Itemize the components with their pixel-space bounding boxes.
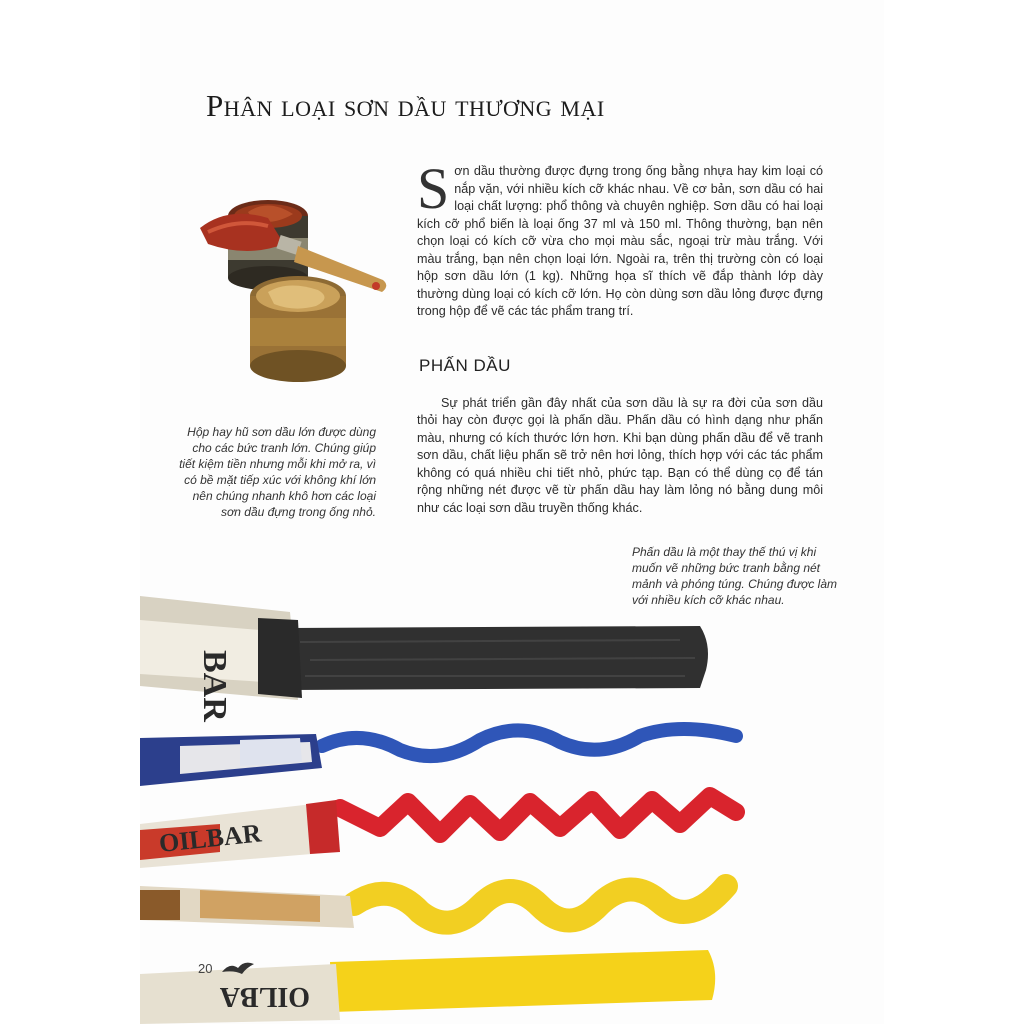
stick-label-oilba: OILBA bbox=[219, 981, 310, 1012]
blue-oil-stick bbox=[140, 729, 736, 786]
intro-paragraph bbox=[417, 156, 823, 321]
oil-stick-caption: Phấn dầu là một thay thế thú vị khi muốn vẽ những bức tranh bằng nét mảnh và phóng túng. Chúng được làm với nhiều kích cỡ khác nhau. bbox=[632, 545, 837, 607]
section-heading: PHẤN DẦU bbox=[419, 356, 511, 375]
front-jar bbox=[250, 276, 346, 382]
red-oil-stick bbox=[140, 796, 736, 868]
page-title: Phân loại sơn dầu thương mại bbox=[206, 88, 605, 123]
publisher-logo-icon bbox=[220, 958, 256, 976]
page-number: 20 bbox=[198, 961, 213, 976]
black-oil-stick bbox=[140, 596, 708, 722]
stick-label-bar: BAR bbox=[196, 650, 233, 722]
paint-jars-image bbox=[198, 188, 398, 388]
stick-label-oilbar: OILBAR bbox=[157, 818, 263, 858]
section-body: Sự phát triển gần đây nhất của sơn dầu là sự ra đời của sơn dầu thỏi hay còn được gọi là phấn dầu. Phấn dầu có hình dạng như phấn màu, nhưng có kích thước lớn hơn. Khi bạn dùng phấn dầu để vẽ tranh sơn dầu, chất liệu phấn sẽ trở nên hơi lỏng, thích hợp với các tác phẩm không có quá nhiều chi tiết nhỏ, phức tạp. Bạn có thể dùng cọ để tán rộng những nét được vẽ từ phấn dầu hay làm lỏng nó bằng dung môi như các loại sơn dầu truyền thống khác. bbox=[417, 395, 823, 515]
book-page bbox=[140, 0, 884, 1024]
jars-caption: Hộp hay hũ sơn dầu lớn được dùng cho các bức tranh lớn. Chúng giúp tiết kiệm tiền nhưng mỗi khi mở ra, vì có bề mặt tiếp xúc với không khí lớn nên chúng nhanh khô hơn các loại sơn dầu đựng trong ống nhỏ. bbox=[179, 425, 376, 519]
yellow-oil-stick bbox=[140, 886, 726, 928]
drop-cap: S bbox=[417, 156, 450, 221]
intro-text: ơn dầu thường được đựng trong ống bằng nhựa hay kim loại có nắp vặn, với nhiều kích cỡ khác nhau. Về cơ bản, sơn dầu có hai loại chất lượng: phổ thông và chuyên nghiệp. Sơn dầu có hai loại kích cỡ phổ biến là loại ống 37 ml và 150 ml. Thông thường, bạn nên chọn loại có kích cỡ vừa cho mọi màu sắc, ngoại trừ màu trắng. Với màu trắng, bạn nên chọn loại lớn. Ngoài ra, trên thị trường còn có loại hộp sơn dầu lớn (1 kg). Những họa sĩ thích vẽ đắp thành lớp dày thường dùng loại có kích cỡ lớn. Họ còn dùng sơn dầu lỏng được đựng trong hộp để vẽ các tác phẩm trang trí. bbox=[417, 164, 823, 318]
